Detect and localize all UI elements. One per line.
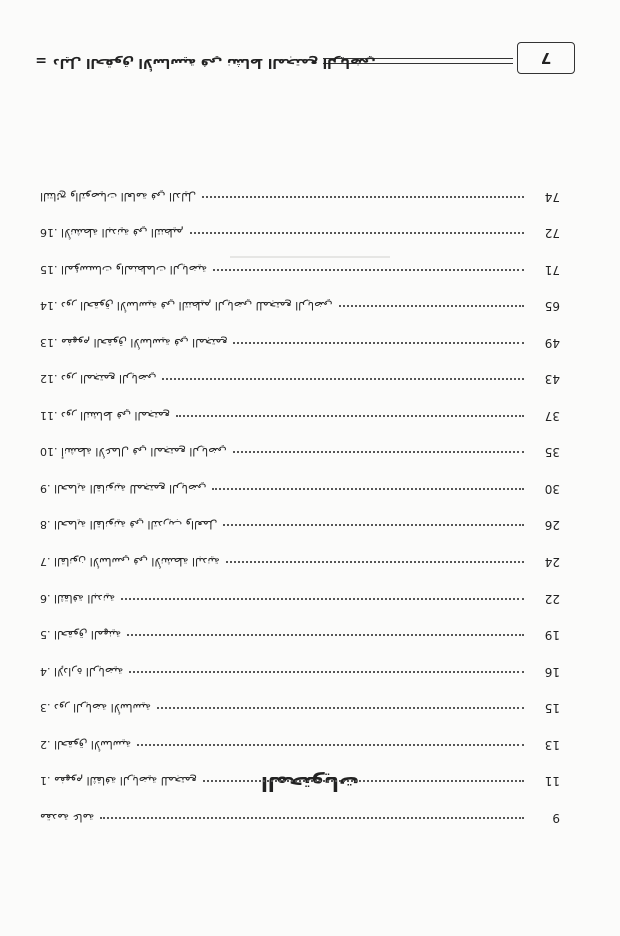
toc-leader-dots	[137, 744, 524, 746]
toc-entry-page: 9	[552, 811, 560, 825]
toc-entry-title: 9. الحماية القانونية للمجتمع الرياضي	[40, 482, 207, 496]
toc-entry	[40, 260, 560, 280]
toc-entry	[40, 662, 560, 682]
toc-leader-dots	[121, 598, 524, 600]
toc-entry-page: 13	[544, 738, 560, 752]
toc-entry-page: 74	[544, 190, 560, 204]
toc-entry-page: 37	[544, 409, 560, 423]
toc-entry	[40, 442, 560, 462]
toc-entry	[40, 333, 560, 353]
toc-leader-dots	[223, 524, 524, 526]
toc-entry	[40, 406, 560, 426]
toc-entry	[40, 698, 560, 718]
toc-entry-title: 8. الحماية القانونية في التدريب والعمل	[40, 518, 218, 532]
toc-leader-dots	[233, 342, 524, 344]
toc-entry-page: 30	[544, 482, 560, 496]
page-number: 7	[517, 42, 575, 74]
toc-leader-dots	[162, 378, 524, 380]
toc-leader-dots	[226, 561, 524, 563]
toc-entry	[40, 187, 560, 207]
toc-entry	[40, 479, 560, 499]
toc-entry	[40, 735, 560, 755]
toc-entry-title: 14. دور الحقوق الأساسية في التنظيم الرياضي للمجتمع الرياضي	[40, 299, 333, 313]
toc-entry-title: 13. مفهوم الحقوق الأساسية في المجتمع	[40, 336, 228, 350]
toc-entry-title: 2. الحقوق الأساسية	[40, 738, 132, 752]
toc-entry-page: 35	[544, 445, 560, 459]
toc-leader-dots	[212, 488, 524, 490]
toc-entry-title: 11. دور النشاط في المجتمع	[40, 409, 170, 423]
toc-entry-page: 43	[544, 372, 560, 386]
toc-entry-page: 65	[544, 299, 560, 313]
scan-smudge	[230, 256, 390, 258]
toc-leader-dots	[203, 780, 524, 782]
toc-entry	[40, 223, 560, 243]
toc-entry-title: 16. الأنشطة البدنية في التنظيم	[40, 226, 184, 240]
toc-leader-dots	[339, 305, 524, 307]
toc-entry-page: 15	[544, 701, 560, 715]
toc-entry	[40, 515, 560, 535]
toc-entry-title: 10. أنشطة الأعمال في المجتمع الرياضي	[40, 445, 227, 459]
toc-entry-title: 7. القانون الأساسي في الأنشطة البدنية	[40, 555, 220, 569]
toc-entry-page: 26	[544, 518, 560, 532]
toc-leader-dots	[127, 634, 524, 636]
toc-leader-dots	[100, 817, 524, 819]
toc-entry	[40, 808, 560, 828]
toc-entry-title: 5. الحقوق المهنية	[40, 628, 122, 642]
toc-entry	[40, 369, 560, 389]
toc-leader-dots	[233, 451, 524, 453]
toc-entry-page: 24	[544, 555, 560, 569]
toc-entry-page: 72	[544, 226, 560, 240]
toc-leader-dots	[190, 232, 524, 234]
toc-entry-page: 49	[544, 336, 560, 350]
toc-leader-dots	[213, 269, 524, 271]
toc-entry-page: 22	[544, 592, 560, 606]
toc-entry-title: 1. مفهوم الثقافة الرياضية للمجتمع	[40, 774, 197, 788]
header-title: دليل الحقوق الأساسية في نشاط المجتمع الرياضي	[53, 55, 376, 70]
toc-leader-dots	[202, 196, 524, 198]
toc-entry-page: 19	[544, 628, 560, 642]
toc-entry-title: النتائج والتوصيات العامة في الدليل	[40, 190, 197, 204]
toc-entry	[40, 296, 560, 316]
toc-title: المحتويات	[261, 772, 360, 796]
toc-entry-title: مقدمة عامة	[40, 811, 95, 825]
toc-entry-title: 6. الثقافة البدنية	[40, 592, 116, 606]
toc-entry	[40, 625, 560, 645]
toc-leader-dots	[176, 415, 524, 417]
toc-leader-dots	[129, 671, 524, 673]
toc-entry-page: 71	[544, 263, 560, 277]
running-header	[35, 38, 575, 78]
toc-leader-dots	[157, 707, 524, 709]
toc-entry-page: 11	[544, 774, 560, 788]
toc-entry-title: 12. دور المجتمع الرياضي	[40, 372, 157, 386]
toc-entry-title: 3. دور الرياضة الأساسية	[40, 701, 151, 715]
toc-entry-title: 15. المؤسسات والمنظمات الرياضية	[40, 263, 208, 277]
toc-entry	[40, 771, 560, 791]
toc-entry	[40, 589, 560, 609]
header-mark: =	[35, 52, 47, 68]
toc-entry-title: 4. الإدارة الرياضية	[40, 665, 124, 679]
toc-entry-page: 16	[544, 665, 560, 679]
toc-entry	[40, 552, 560, 572]
